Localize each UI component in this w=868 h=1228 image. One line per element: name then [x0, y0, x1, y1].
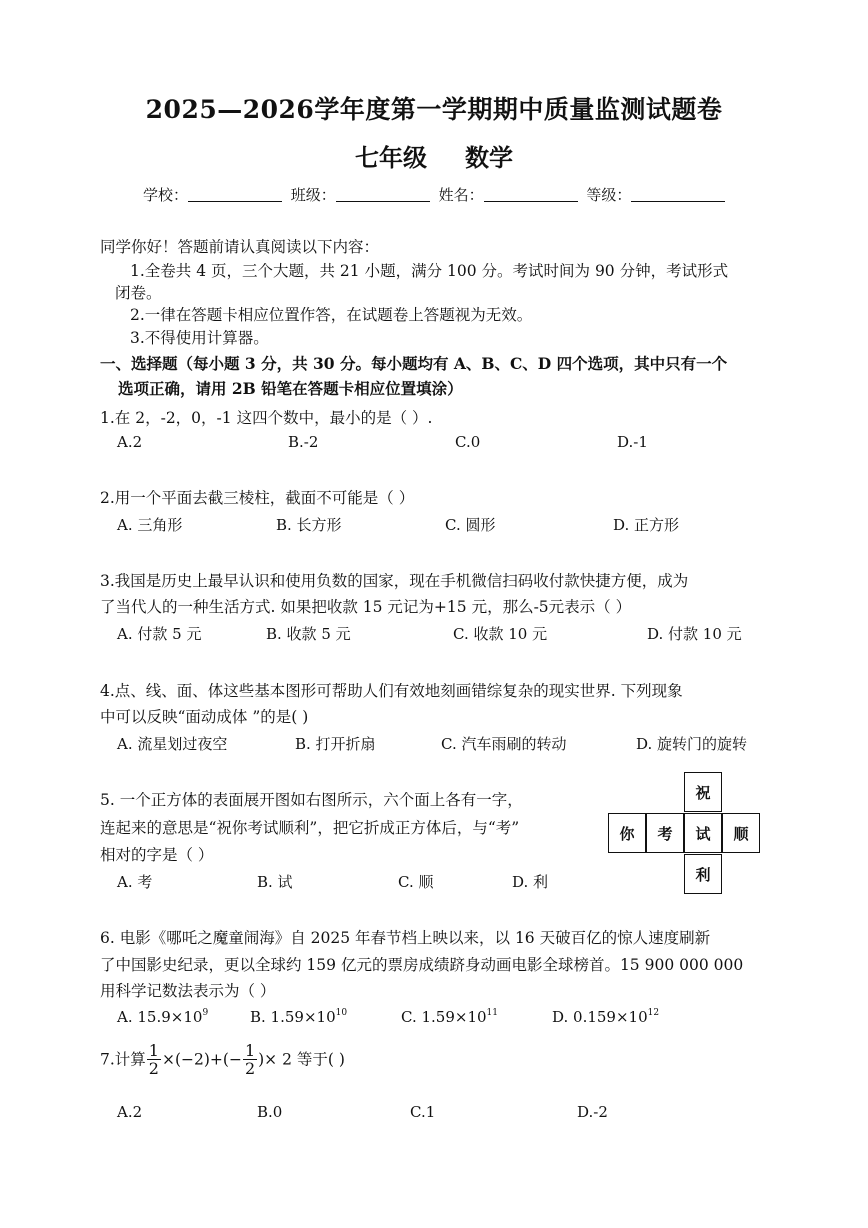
- class-label: 班级：: [290, 186, 336, 204]
- q5-option-c[interactable]: C. 顺: [398, 873, 434, 891]
- class-field[interactable]: [336, 185, 430, 202]
- q6-option-c-base: C. 1.59×10: [401, 1008, 487, 1026]
- exam-title: 2025—2026学年度第一学期期中质量监测试题卷: [145, 95, 723, 124]
- question-6-stem: 6. 电影《哪吒之魔童闹海》自 2025 年春节档上映以来，以 16 天破百亿的惊人速度刷新: [100, 929, 711, 947]
- q2-option-b[interactable]: B. 长方形: [276, 516, 342, 534]
- q6-option-c-exp: 11: [486, 1008, 498, 1018]
- q2-option-d[interactable]: D. 正方形: [613, 516, 680, 534]
- q3-option-b[interactable]: B. 收款 5 元: [266, 625, 351, 643]
- instruction-item-1-cont: 闭卷。: [115, 284, 162, 302]
- cube-net-figure: [607, 770, 764, 896]
- q6-option-b[interactable]: [250, 1008, 347, 1026]
- q5-option-d[interactable]: D. 利: [512, 873, 549, 891]
- question-5-stem-cont: 连起来的意思是“祝你考试顺利”，把它折成正方体后，与“考”: [100, 819, 520, 837]
- q4-option-b[interactable]: B. 打开折扇: [295, 735, 376, 753]
- q1-option-b[interactable]: B.-2: [288, 433, 319, 451]
- question-5-stem-cont2: 相对的字是（ ）: [100, 846, 214, 864]
- q5-option-b[interactable]: B. 试: [257, 873, 293, 891]
- net-face-center: 试: [684, 813, 722, 853]
- q4-option-c[interactable]: C. 汽车雨刷的转动: [441, 735, 567, 753]
- q1-option-a[interactable]: A.2: [117, 433, 143, 451]
- level-field[interactable]: [631, 185, 725, 202]
- q7-option-c[interactable]: C.1: [410, 1103, 436, 1121]
- exam-subtitle: [0, 138, 868, 173]
- question-7-stem: [100, 1043, 345, 1077]
- q3-option-a[interactable]: A. 付款 5 元: [117, 625, 202, 643]
- q7-fraction-1-den: 2: [148, 1059, 159, 1078]
- question-6-stem-cont2: 用科学记数法表示为（ ）: [100, 982, 276, 1000]
- instruction-item-2: 2.一律在答题卡相应位置作答，在试题卷上答题视为无效。: [130, 306, 533, 324]
- question-2-stem: 2.用一个平面去截三棱柱，截面不可能是（ ）: [100, 489, 415, 507]
- level-label: 等级：: [586, 186, 632, 204]
- question-4-stem-cont: 中可以反映“面动成体 ”的是( ): [100, 708, 309, 726]
- name-field[interactable]: [484, 185, 578, 202]
- instructions-greeting: 同学你好！答题前请认真阅读以下内容：: [100, 238, 380, 256]
- q2-option-a[interactable]: A. 三角形: [117, 516, 183, 534]
- q6-option-a-exp: 9: [202, 1008, 209, 1018]
- q6-option-c[interactable]: [401, 1008, 498, 1026]
- school-field[interactable]: [188, 185, 282, 202]
- q6-option-d-exp: 12: [647, 1008, 660, 1018]
- q6-option-d[interactable]: [552, 1008, 659, 1026]
- instruction-item-1: 1.全卷共 4 页，三个大题，共 21 小题，满分 100 分。考试时间为 90 分钟，考试形式: [130, 262, 729, 280]
- student-info-row: [143, 184, 729, 205]
- net-face-bottom: 利: [684, 854, 722, 894]
- q5-option-a[interactable]: A. 考: [117, 873, 153, 891]
- q4-option-a[interactable]: A. 流星划过夜空: [117, 735, 228, 753]
- q1-option-c[interactable]: C.0: [455, 433, 481, 451]
- q7-fraction-2: [243, 1043, 257, 1077]
- q3-option-d[interactable]: D. 付款 10 元: [647, 625, 742, 643]
- question-1-stem: 1.在 2，-2，0，-1 这四个数中，最小的是（ ）.: [100, 409, 433, 427]
- net-face-left1: 你: [608, 813, 646, 853]
- q4-option-d[interactable]: D. 旋转门的旋转: [636, 735, 748, 753]
- question-6-stem-cont: 了中国影史纪录，更以全球约 159 亿元的票房成绩跻身动画电影全球榜首。15 900 000 000: [100, 956, 744, 974]
- section-heading: 一、选择题（每小题 3 分，共 30 分。每小题均有 A、B、C、D 四个选项，其中只有一个: [100, 354, 728, 373]
- q6-option-a-base: A. 15.9×10: [117, 1008, 203, 1026]
- name-label: 姓名：: [438, 186, 484, 204]
- question-3-stem-cont: 了当代人的一种生活方式. 如果把收款 15 元记为+15 元，那么-5元表示（ ）: [100, 598, 632, 616]
- question-5-stem: 5. 一个正方体的表面展开图如右图所示，六个面上各有一字，: [100, 791, 523, 809]
- q7-fraction-1-num: 1: [148, 1041, 159, 1060]
- q1-option-d[interactable]: D.-1: [617, 433, 648, 451]
- section-heading-cont: 选项正确，请用 2B 铅笔在答题卡相应位置填涂）: [118, 379, 463, 398]
- subject-label: 数学: [465, 143, 513, 172]
- q7-fraction-1: [147, 1043, 161, 1077]
- q6-option-b-base: B. 1.59×10: [250, 1008, 336, 1026]
- q6-option-b-exp: 10: [335, 1008, 348, 1018]
- q6-option-a[interactable]: [117, 1008, 208, 1026]
- net-face-left2: 考: [646, 813, 684, 853]
- q7-expression-mid: ×(−2)+(−: [161, 1050, 242, 1069]
- q7-fraction-2-num: 1: [244, 1041, 256, 1060]
- q6-option-d-base: D. 0.159×10: [552, 1008, 648, 1026]
- q7-option-b[interactable]: B.0: [257, 1103, 283, 1121]
- q3-option-c[interactable]: C. 收款 10 元: [453, 625, 548, 643]
- q7-expression-end: )× 2 等于( ): [258, 1050, 345, 1069]
- grade-label: 七年级: [355, 143, 427, 172]
- net-face-right: 顺: [722, 813, 760, 853]
- q7-option-a[interactable]: A.2: [117, 1103, 143, 1121]
- instruction-item-3: 3.不得使用计算器。: [130, 329, 269, 347]
- q7-fraction-2-den: 2: [244, 1059, 256, 1078]
- school-label: 学校：: [143, 186, 189, 204]
- question-4-stem: 4.点、线、面、体这些基本图形可帮助人们有效地刻画错综复杂的现实世界. 下列现象: [100, 682, 683, 700]
- q2-option-c[interactable]: C. 圆形: [445, 516, 496, 534]
- q7-option-d[interactable]: D.-2: [577, 1103, 608, 1121]
- question-3-stem: 3.我国是历史上最早认识和使用负数的国家，现在手机微信扫码收付款快捷方便，成为: [100, 572, 689, 590]
- q7-prefix: 7.计算: [100, 1050, 146, 1069]
- net-face-top: 祝: [684, 772, 722, 812]
